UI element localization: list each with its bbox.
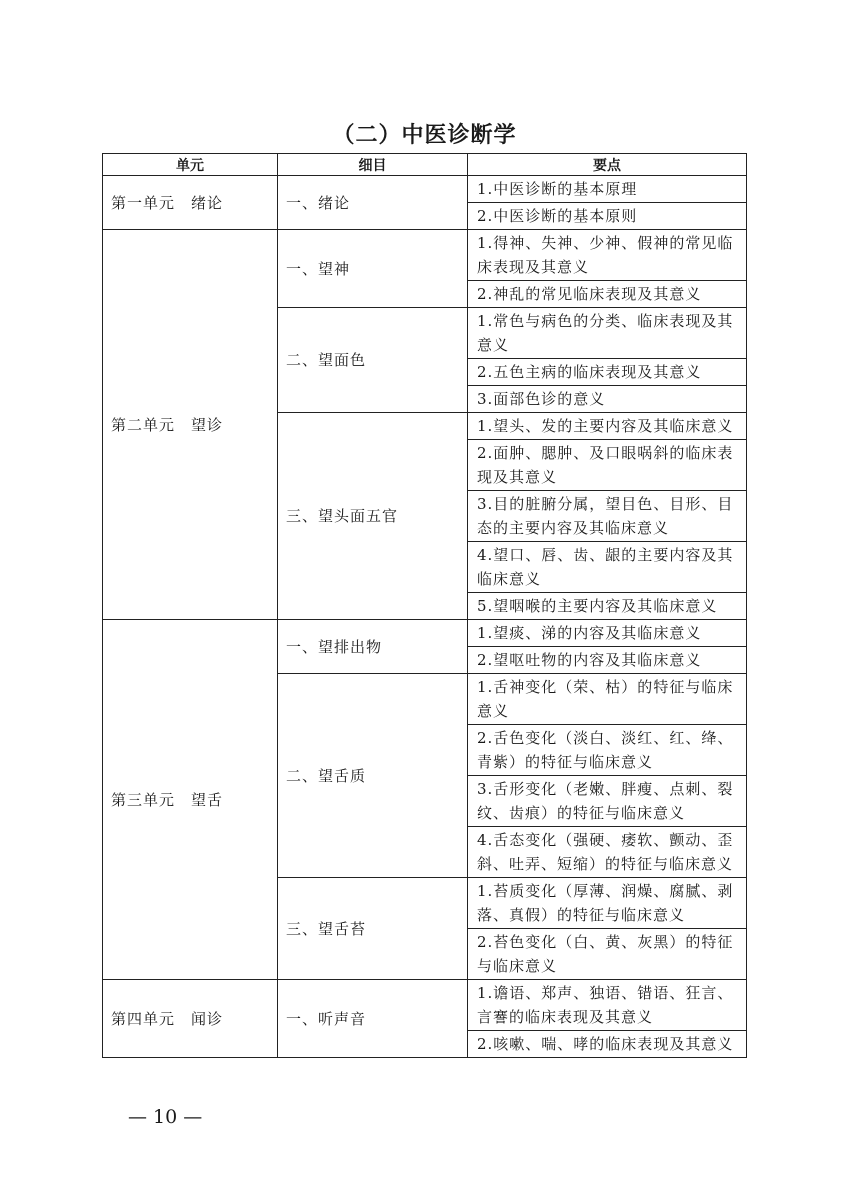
item-cell: 一、绪论	[278, 176, 468, 230]
point-cell: 3.舌形变化（老嫩、胖瘦、点刺、裂纹、齿痕）的特征与临床意义	[468, 776, 747, 827]
item-cell: 三、望舌苔	[278, 878, 468, 980]
point-cell: 1.常色与病色的分类、临床表现及其意义	[468, 308, 747, 359]
item-cell: 二、望舌质	[278, 674, 468, 878]
point-cell: 2.望呕吐物的内容及其临床意义	[468, 647, 747, 674]
unit-cell: 第二单元 望诊	[103, 230, 278, 620]
header-unit: 单元	[103, 154, 278, 176]
point-cell: 1.得神、失神、少神、假神的常见临床表现及其意义	[468, 230, 747, 281]
point-cell: 2.舌色变化（淡白、淡红、红、绛、青紫）的特征与临床意义	[468, 725, 747, 776]
item-cell: 一、望神	[278, 230, 468, 308]
unit-cell: 第三单元 望舌	[103, 620, 278, 980]
page-number: — 10 —	[128, 1106, 203, 1128]
item-cell: 一、望排出物	[278, 620, 468, 674]
point-cell: 1.中医诊断的基本原理	[468, 176, 747, 203]
table-row	[103, 620, 747, 647]
header-point: 要点	[468, 154, 747, 176]
point-cell: 3.面部色诊的意义	[468, 386, 747, 413]
table-row	[103, 980, 747, 1031]
point-cell: 2.苔色变化（白、黄、灰黑）的特征与临床意义	[468, 929, 747, 980]
point-cell: 1.谵语、郑声、独语、错语、狂言、言謇的临床表现及其意义	[468, 980, 747, 1031]
unit-cell: 第四单元 闻诊	[103, 980, 278, 1058]
point-cell: 1.望头、发的主要内容及其临床意义	[468, 413, 747, 440]
point-cell: 4.望口、唇、齿、龈的主要内容及其临床意义	[468, 542, 747, 593]
point-cell: 1.舌神变化（荣、枯）的特征与临床意义	[468, 674, 747, 725]
point-cell: 2.神乱的常见临床表现及其意义	[468, 281, 747, 308]
table-row	[103, 176, 747, 203]
point-cell: 2.中医诊断的基本原则	[468, 203, 747, 230]
table-header-row	[103, 154, 747, 176]
point-cell: 2.五色主病的临床表现及其意义	[468, 359, 747, 386]
syllabus-table	[102, 153, 747, 1058]
point-cell: 3.目的脏腑分属，望目色、目形、目态的主要内容及其临床意义	[468, 491, 747, 542]
item-cell: 一、听声音	[278, 980, 468, 1058]
point-cell: 1.望痰、涕的内容及其临床意义	[468, 620, 747, 647]
table-row	[103, 230, 747, 281]
item-cell: 二、望面色	[278, 308, 468, 413]
item-cell: 三、望头面五官	[278, 413, 468, 620]
point-cell: 4.舌态变化（强硬、痿软、颤动、歪斜、吐弄、短缩）的特征与临床意义	[468, 827, 747, 878]
unit-cell: 第一单元 绪论	[103, 176, 278, 230]
point-cell: 1.苔质变化（厚薄、润燥、腐腻、剥落、真假）的特征与临床意义	[468, 878, 747, 929]
header-item: 细目	[278, 154, 468, 176]
section-title: （二）中医诊断学	[332, 123, 517, 148]
point-cell: 2.面肿、腮肿、及口眼㖞斜的临床表现及其意义	[468, 440, 747, 491]
point-cell: 5.望咽喉的主要内容及其临床意义	[468, 593, 747, 620]
point-cell: 2.咳嗽、喘、哮的临床表现及其意义	[468, 1031, 747, 1058]
